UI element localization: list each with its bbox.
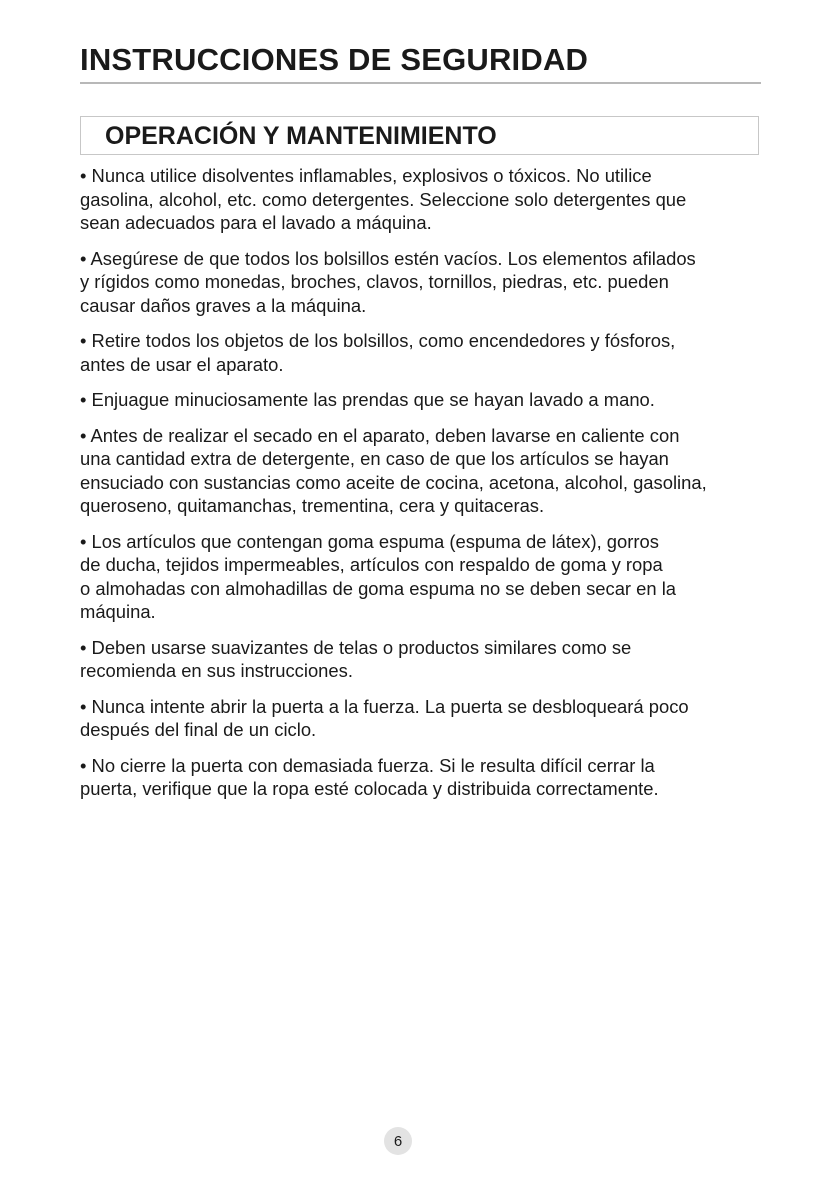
section-title: OPERACIÓN Y MANTENIMIENTO	[105, 122, 497, 150]
paragraph-line: • Retire todos los objetos de los bolsillos, como encendedores y fósforos,	[80, 330, 676, 351]
paragraph-line: • Antes de realizar el secado en el aparato, deben lavarse en caliente con	[80, 424, 680, 446]
instruction-paragraph	[80, 530, 770, 624]
instruction-paragraph	[80, 636, 770, 683]
instruction-paragraph	[80, 329, 770, 376]
paragraph-line: causar daños graves a la máquina.	[80, 294, 367, 316]
instruction-paragraph	[80, 164, 770, 235]
paragraph-line: de ducha, tejidos impermeables, artículos con respaldo de goma y ropa	[80, 554, 663, 575]
paragraph-line: después del final de un ciclo.	[80, 719, 317, 740]
paragraph-line: • Nunca intente abrir la puerta a la fuerza. La puerta se desbloqueará poco	[80, 695, 689, 717]
instruction-paragraph	[80, 388, 770, 412]
paragraph-line: • Asegúrese de que todos los bolsillos estén vacíos. Los elementos afilados	[80, 247, 696, 269]
paragraph-line: antes de usar el aparato.	[80, 353, 284, 375]
page-title: INSTRUCCIONES DE SEGURIDAD	[80, 42, 589, 77]
instruction-paragraph	[80, 424, 770, 518]
page-number-badge	[384, 1127, 412, 1155]
instruction-paragraph	[80, 754, 770, 801]
paragraph-line: o almohadas con almohadillas de goma espuma no se deben secar en la	[80, 577, 677, 599]
instruction-paragraph	[80, 247, 770, 318]
paragraph-line: y rígidos como monedas, broches, clavos, tornillos, piedras, etc. pueden	[80, 271, 669, 292]
title-divider	[80, 82, 761, 84]
paragraph-line: • Enjuague minuciosamente las prendas que se hayan lavado a mano.	[80, 389, 655, 410]
page-number: 6	[393, 1132, 403, 1150]
paragraph-line: ensuciado con sustancias como aceite de cocina, acetona, alcohol, gasolina,	[80, 471, 707, 493]
instruction-paragraph	[80, 695, 770, 742]
paragraph-line: • Deben usarse suavizantes de telas o productos similares como se	[80, 636, 632, 658]
section-header-box	[80, 116, 759, 155]
paragraph-line: • Los artículos que contengan goma espuma (espuma de látex), gorros	[80, 530, 659, 552]
paragraph-line: queroseno, quitamanchas, trementina, cera y quitaceras.	[80, 495, 545, 516]
paragraph-line: • Nunca utilice disolventes inflamables, explosivos o tóxicos. No utilice	[80, 165, 652, 186]
paragraph-line: máquina.	[80, 601, 156, 622]
paragraph-line: sean adecuados para el lavado a máquina.	[80, 212, 432, 233]
paragraph-line: recomienda en sus instrucciones.	[80, 660, 353, 681]
safety-instructions-list	[80, 164, 770, 813]
paragraph-line: puerta, verifique que la ropa esté colocada y distribuida correctamente.	[80, 778, 659, 799]
paragraph-line: una cantidad extra de detergente, en caso de que los artículos se hayan	[80, 448, 669, 469]
paragraph-line: • No cierre la puerta con demasiada fuerza. Si le resulta difícil cerrar la	[80, 754, 655, 776]
paragraph-line: gasolina, alcohol, etc. como detergentes. Seleccione solo detergentes que	[80, 188, 687, 210]
